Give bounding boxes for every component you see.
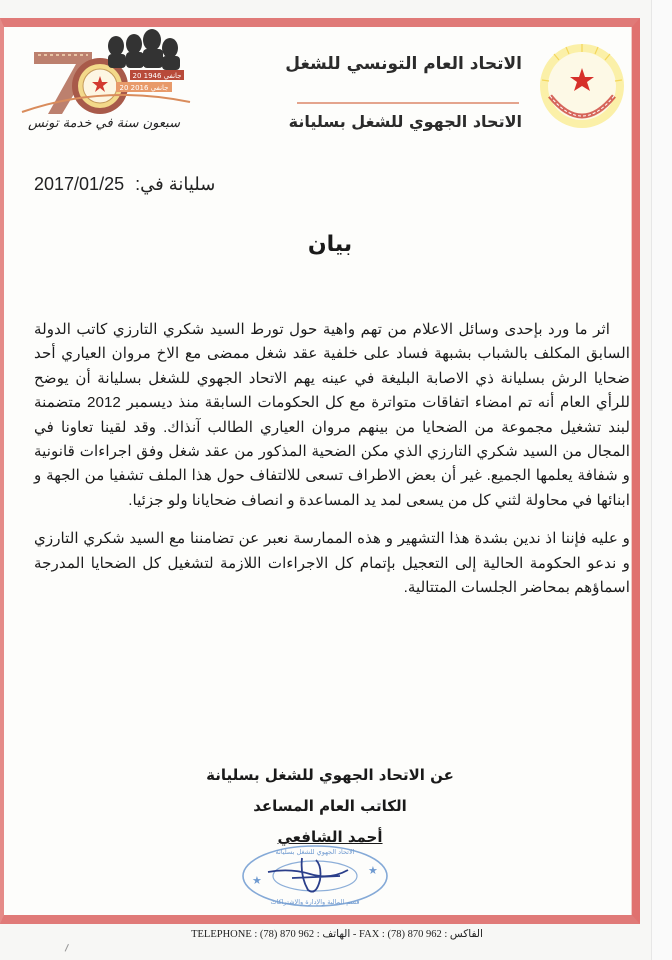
telephone-number: (78) 870 962	[259, 929, 315, 940]
body-paragraph-2: و عليه فإننا اذ ندين بشدة هذا التشهير و هذه الممارسة نعبر عن تضامننا مع السيد شكري التارزي و ندعو الحكومة الحالية إلى التعجيل بإتمام كل الاجراءات اللازمة لتشغيل كل الضحايا المدرجة اسماؤهم بمحاضر الجلسات المتتالية.	[34, 530, 630, 597]
fax-label: FAX :	[359, 929, 385, 940]
footer-separator: -	[352, 929, 357, 940]
document-title: بيان	[307, 232, 353, 257]
signature-on-behalf: عن الاتحاد الجهوي للشغل بسليانة	[206, 766, 454, 784]
stamp-text-top: الاتحاد الجهوي للشغل بسليانة	[275, 848, 355, 856]
telephone-label: TELEPHONE :	[191, 929, 258, 940]
regional-union-subtitle: الاتحاد الجهوي للشغل بسليانة	[288, 112, 522, 131]
fax-number: (78) 870 962	[387, 929, 442, 940]
official-stamp	[240, 840, 390, 912]
fax-label-arabic: : الفاكس	[444, 929, 483, 940]
svg-text:★: ★	[368, 864, 378, 877]
telephone-label-arabic: : الهاتف	[316, 929, 351, 940]
stamp-text-bottom: قسم المالية والإدارة والإشتراكات	[270, 898, 360, 906]
statement-body	[34, 318, 630, 614]
anniversary-date-2: 20 جانفي 2016	[119, 84, 169, 92]
date-value: 2017/01/25	[34, 174, 125, 194]
organization-title: الاتحاد العام التونسي للشغل	[285, 54, 522, 74]
date-line	[34, 174, 234, 195]
ugtt-emblem-icon	[536, 40, 628, 140]
ugtt-emblem	[536, 40, 628, 140]
anniversary-date-1: 20 جانفي 1946	[132, 72, 182, 80]
seventy-years-emblem-icon	[12, 24, 192, 119]
anniversary-slogan: سبعون سنة في خدمة تونس	[27, 116, 181, 131]
stamp-seal-icon	[240, 840, 390, 912]
scan-artifact	[65, 944, 75, 954]
contact-footer	[172, 928, 502, 940]
signatory-name: أحمد الشافعي	[277, 828, 383, 846]
header-divider	[297, 102, 519, 104]
body-paragraph-1: اثر ما ورد بإحدى وسائل الاعلام من تهم واهية حول تورط السيد شكري التارزي كاتب الدولة السابق المكلف بالشباب بشبهة فساد على خلفية عقد شغل ممضى مع الاخ مروان العياري أحد ضحايا الرش بسليانة ذي الاصابة البليغة في عينه يهم الاتحاد الجهوي للشغل بسليانة أن يوضح للرأي العام أنه تم امضاء اتفاقات متواترة مع كل الحكومات السابقة منذ ديسمبر 2012 متضمنة لبند تشغيل مجموعة من الضحايا من بينهم مروان العياري الطالب آنذاك. وقد لقينا تعاونا في المجال من السيد شكري التارزي الذي مكن الضحية المذكور من عقد شغل وفق اجراءات قانونية و شفافة يعلمها الجميع. غير أن بعض الاطراف تسعى للالتفاف حول هذا الملف تشفيا من الجهة و ابنائها في محاولة لثني كل من يسعى لمد يد المساعدة و انصاف ضحايانا ولو جزئيا.	[34, 321, 630, 509]
signature-position: الكاتب العام المساعد	[253, 797, 407, 815]
date-label: سليانة في:	[135, 174, 216, 194]
svg-text:★: ★	[252, 874, 262, 887]
